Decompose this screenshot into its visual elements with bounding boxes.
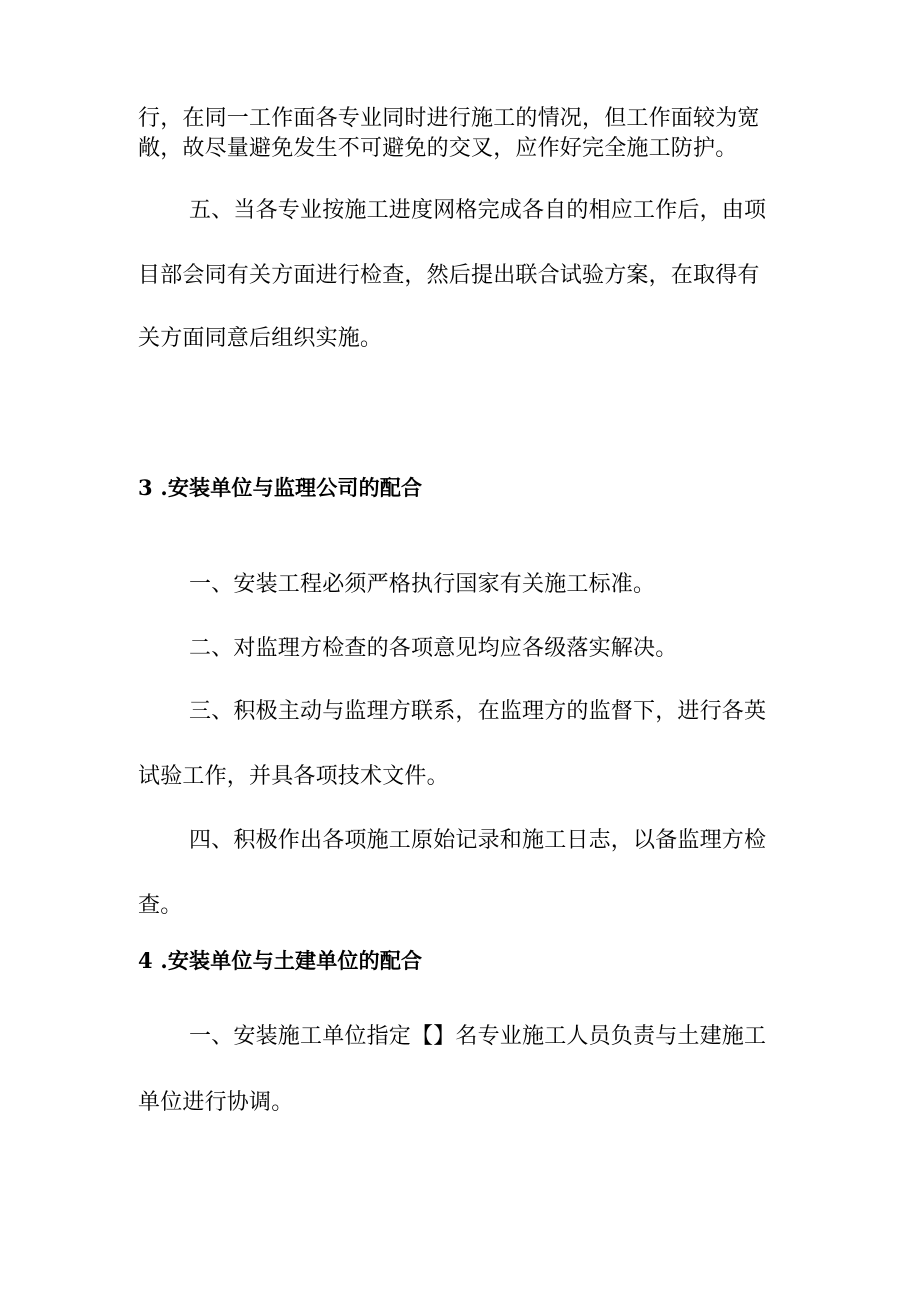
- paragraph-1-line-2: 敞，故尽量避免发生不可避免的交叉，应作好完全施工防护。: [138, 136, 738, 161]
- section-3-item-3-line-1: 三、积极主动与监理方联系，在监理方的监督下，进行各英: [189, 699, 767, 724]
- section-3-item-2-line-1: 二、对监理方检查的各项意见均应各级落实解决。: [189, 636, 678, 661]
- paragraph-2-line-3: 关方面同意后组织实施。: [138, 326, 383, 351]
- section-4-item-1-line-1: 一、安装施工单位指定【】名专业施工人员负责与土建施工: [189, 1024, 767, 1049]
- paragraph-2-line-2: 目部会同有关方面进行检查，然后提出联合试验方案，在取得有: [138, 263, 760, 288]
- section-3-heading: 3 .安装单位与监理公司的配合: [138, 475, 423, 500]
- section-3-item-4-line-2: 查。: [138, 893, 183, 918]
- section-3-item-3-line-2: 试验工作，并具各项技术文件。: [138, 764, 449, 789]
- section-3-item-4-line-1: 四、积极作出各项施工原始记录和施工日志，以备监理方检: [189, 828, 767, 853]
- paragraph-1-line-1: 行，在同一工作面各专业同时进行施工的情况，但工作面较为宽: [138, 106, 760, 131]
- section-3-item-1-line-1: 一、安装工程必须严格执行国家有关施工标准。: [189, 572, 656, 597]
- paragraph-2-line-1: 五、当各专业按施工进度网格完成各自的相应工作后，由项: [189, 198, 767, 223]
- section-4-item-1-line-2: 单位进行协调。: [138, 1090, 294, 1115]
- section-4-heading: 4 .安装单位与土建单位的配合: [138, 948, 423, 973]
